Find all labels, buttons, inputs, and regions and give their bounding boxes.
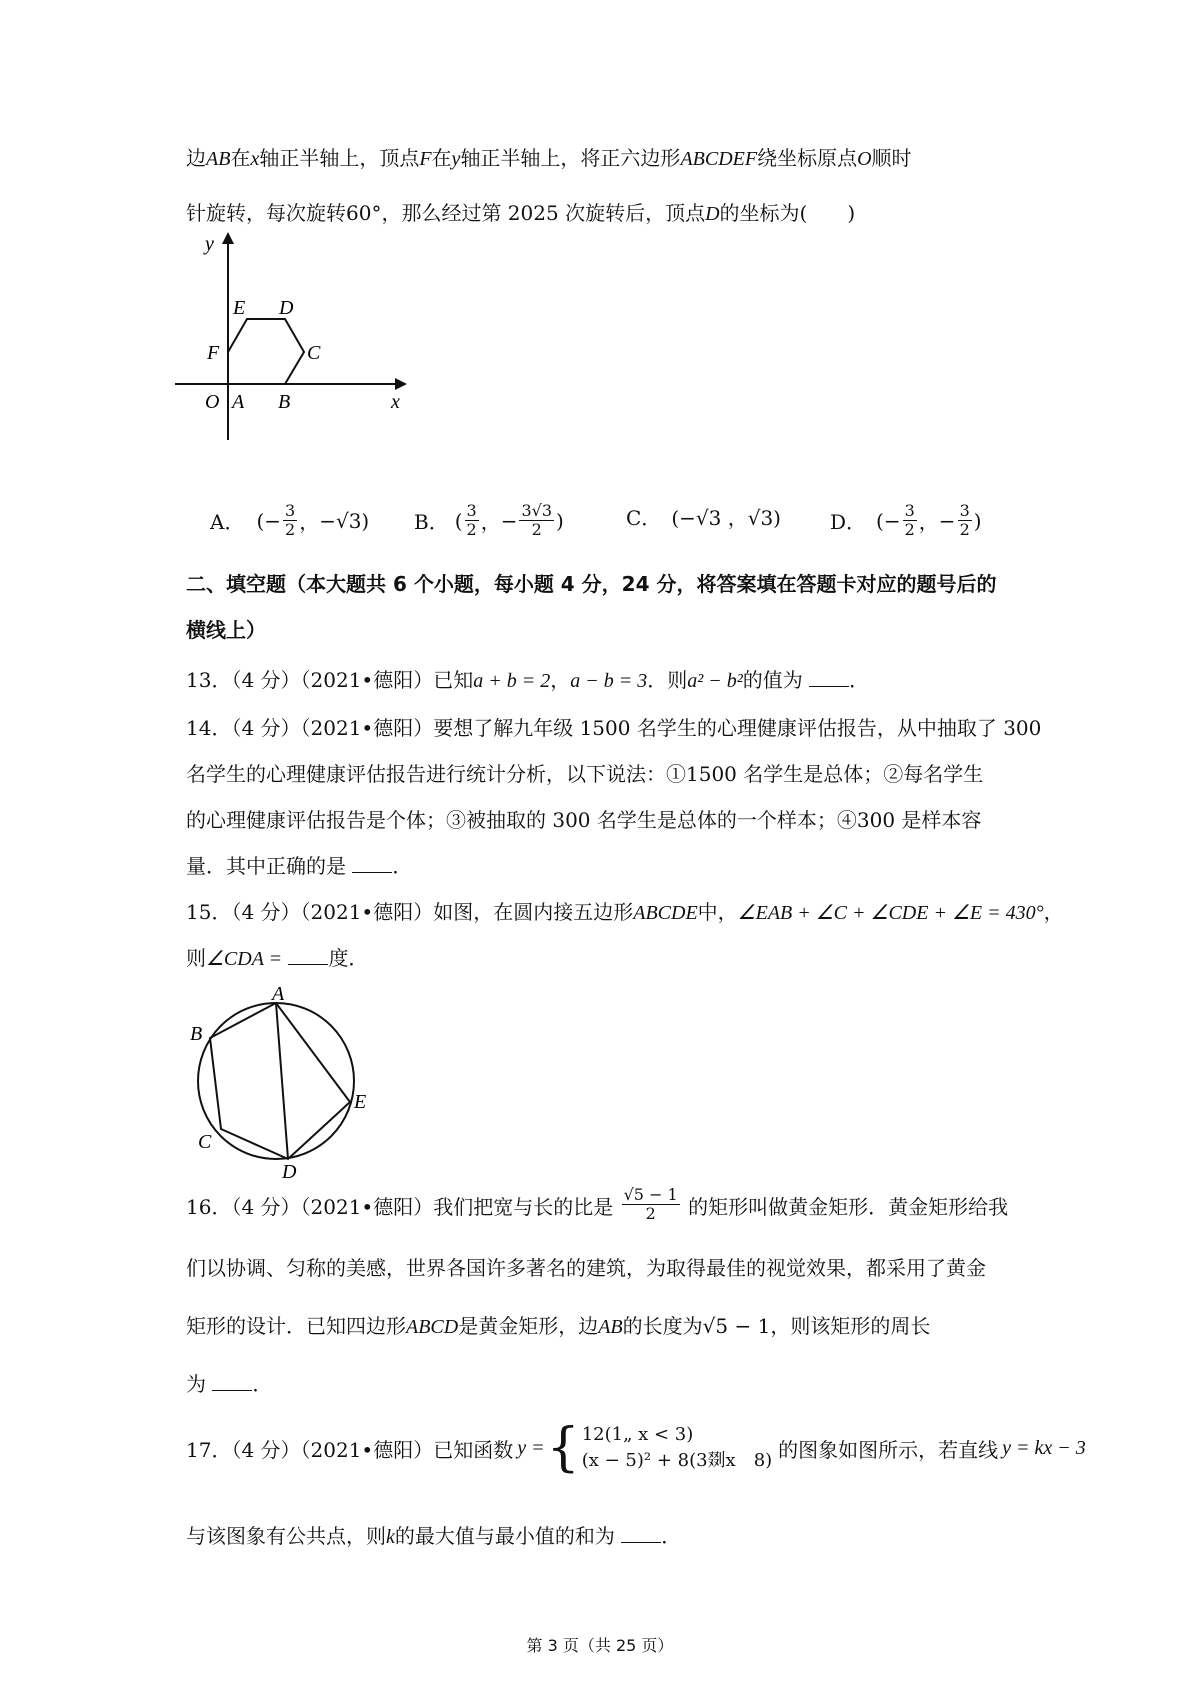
pentagon-figure <box>180 983 370 1183</box>
pentagon-shape <box>210 1003 350 1159</box>
label-C: C <box>198 1131 212 1153</box>
label-D: D <box>279 297 294 319</box>
question-16-line-3: 矩形的设计．已知四边形ABCD是黄金矩形，边AB的长度为√5 − 1，则该矩形的周长 <box>186 1314 931 1338</box>
hexagon-shape <box>228 319 304 384</box>
option-a: A． (− $\frac{3}{2}$ ， −√3) <box>210 501 370 539</box>
question-13: 13．（4 分）（2021•德阳）已知a + b = 2，a − b = 3．则a² − b²的值为 ． <box>186 668 870 692</box>
question-14-line-3: 的心理健康评估报告是个体；③被抽取的 300 名学生是总体的一个样本；④300 是样本容 <box>186 808 982 832</box>
question-16-line-1: 16．（4 分）（2021•德阳）我们把宽与长的比是 $\frac{√5 - 1}{2}$ 的矩形叫做黄金矩形．黄金矩形给我 <box>186 1185 1009 1223</box>
label-E: E <box>354 1091 367 1113</box>
label-B: B <box>278 391 291 413</box>
label-D: D <box>282 1161 297 1183</box>
piecewise-brace: { 12(1„ x < 3) (x − 5)² + 8(3剟x 8) <box>546 1418 773 1478</box>
page-footer: 第 3 页（共 25 页） <box>526 1636 674 1655</box>
section-2-title-line-2: 横线上） <box>186 618 266 642</box>
section-2-title-line-1: 二、填空题（本大题共 6 个小题，每小题 4 分，24 分，将答案填在答题卡对应的题号后的 <box>186 572 997 596</box>
answer-blank <box>212 1374 252 1391</box>
option-d: D． (− $\frac{3}{2}$ ， − $\frac{3}{2}$ ) <box>830 501 982 539</box>
question-17-line-1: 17．（4 分）（2021•德阳）已知函数 y = { 12(1„ x < 3) (x − 5)² + 8(3剟x 8) 的图象如图所示，若直线 y = kx − 3 <box>186 1418 1086 1478</box>
question-14-line-1: 14．（4 分）（2021•德阳）要想了解九年级 1500 名学生的心理健康评估报告，从中抽取了 300 <box>186 716 1042 740</box>
label-C: C <box>307 342 321 364</box>
question-16-line-2: 们以协调、匀称的美感，世界各国许多著名的建筑，为取得最佳的视觉效果，都采用了黄金 <box>186 1256 986 1280</box>
answer-blank <box>809 670 849 687</box>
label-A: A <box>272 983 285 1005</box>
option-c: C． (−√3 ，√3) <box>626 506 781 530</box>
x-axis-label: x <box>391 391 400 413</box>
question-14-line-4: 量．其中正确的是 ． <box>186 854 413 878</box>
question-17-line-2: 与该图象有公共点，则k的最大值与最小值的和为 ． <box>186 1524 682 1548</box>
answer-blank <box>621 1526 661 1543</box>
label-E: E <box>233 297 246 319</box>
answer-blank <box>352 856 392 873</box>
question-15-line-1: 15．（4 分）（2021•德阳）如图，在圆内接五边形ABCDE中，∠EAB + ∠C + ∠CDE + ∠E = 430°， <box>186 900 1064 924</box>
question-16-line-4: 为 ． <box>186 1372 273 1396</box>
question-14-line-2: 名学生的心理健康评估报告进行统计分析，以下说法：①1500 名学生是总体；②每名学生 <box>186 762 984 786</box>
answer-blank <box>288 948 328 965</box>
intro-line-2: 针旋转，每次旋转60°，那么经过第 2025 次旋转后，顶点D的坐标为( ) <box>186 201 856 225</box>
hexagon-figure <box>175 228 435 468</box>
label-O: O <box>205 391 220 413</box>
y-axis-label: y <box>205 233 214 255</box>
label-A: A <box>232 391 245 413</box>
label-B: B <box>190 1023 203 1045</box>
intro-line-1: 边AB在x轴正半轴上，顶点F在y轴正半轴上，将正六边形ABCDEF绕坐标原点O顺时 <box>186 146 912 170</box>
label-F: F <box>207 342 220 364</box>
option-b: B． ( $\frac{3}{2}$ ， − $\frac{3√3}{2}$ ) <box>414 501 564 539</box>
question-15-line-2: 则∠CDA = 度． <box>186 946 369 970</box>
